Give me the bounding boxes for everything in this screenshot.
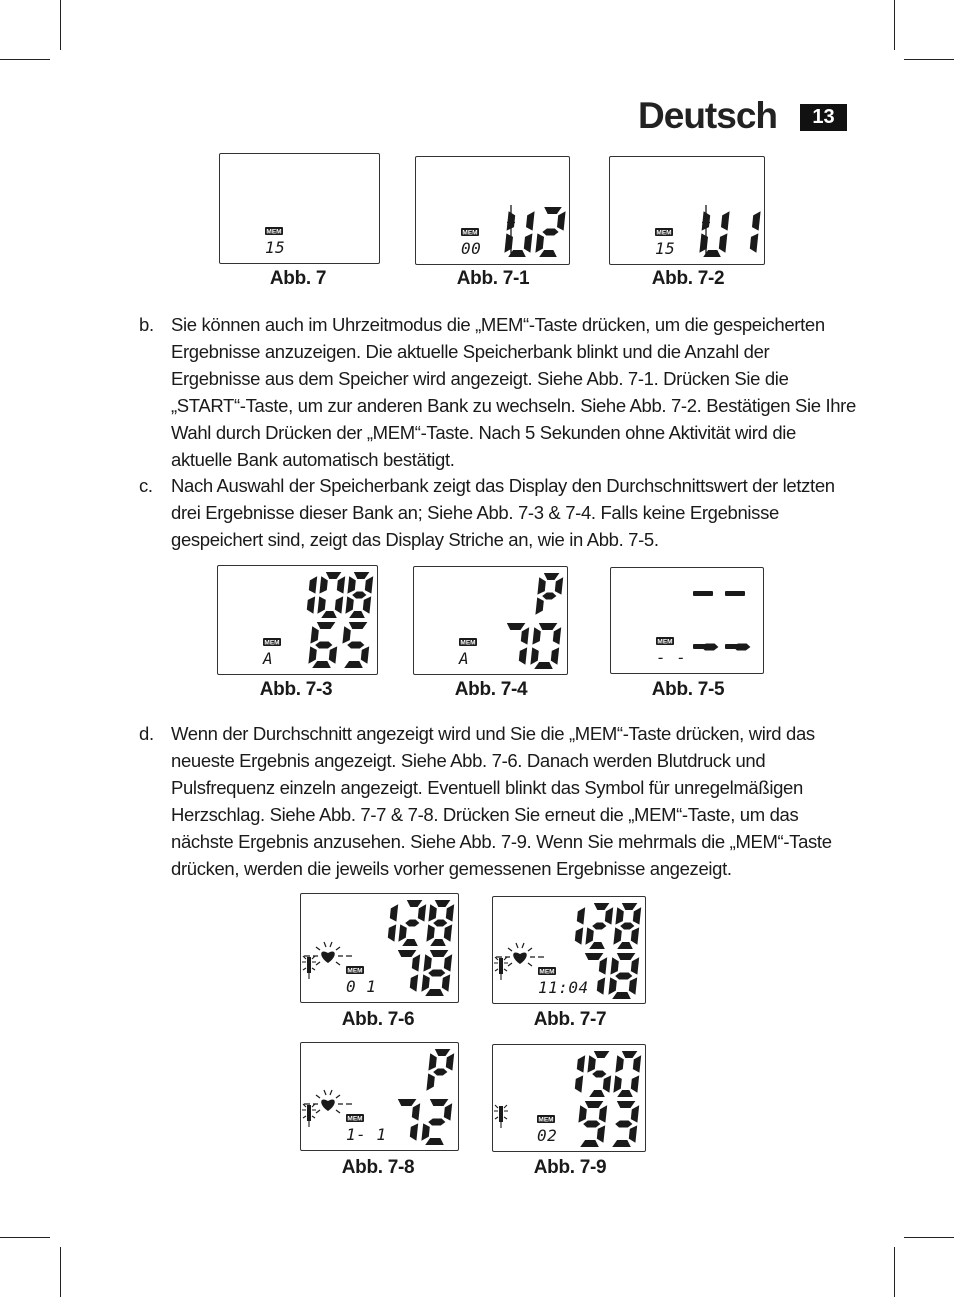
lcd-canvas bbox=[493, 1045, 645, 1151]
lcd-segment bbox=[585, 927, 593, 944]
lcd-segment bbox=[444, 924, 452, 941]
lcd-segment bbox=[317, 596, 325, 613]
lcd-digit bbox=[750, 211, 761, 253]
lcd-segment bbox=[421, 974, 429, 991]
lcd-segment bbox=[544, 207, 562, 214]
lcd-segment bbox=[599, 957, 607, 974]
lcd-segment bbox=[537, 577, 545, 594]
lcd-segment bbox=[412, 954, 420, 971]
svg-text:MEM: MEM bbox=[347, 967, 363, 975]
heart-icon bbox=[496, 943, 544, 966]
lcd-segment bbox=[433, 1069, 447, 1076]
lcd-segment bbox=[407, 900, 423, 907]
lcd-segment bbox=[308, 646, 316, 663]
lcd-segment bbox=[721, 211, 730, 230]
lcd-small-readout: 1- 1 bbox=[346, 1125, 387, 1144]
lcd-segment bbox=[433, 920, 447, 927]
lcd-segment bbox=[428, 1119, 445, 1126]
svg-text:MEM: MEM bbox=[347, 1115, 363, 1123]
lcd-digit bbox=[421, 950, 452, 996]
lcd-segment bbox=[617, 953, 636, 960]
lcd-segment bbox=[610, 957, 618, 974]
lcd-segment bbox=[620, 923, 634, 930]
figure-caption: Abb. 7-9 bbox=[533, 1157, 607, 1178]
lcd-segment bbox=[428, 904, 436, 921]
lcd-digit bbox=[507, 623, 529, 665]
lcd-dash bbox=[693, 591, 713, 596]
lcd-segment bbox=[526, 211, 535, 230]
lcd-segment bbox=[699, 233, 708, 252]
lcd-small-readout: 00 bbox=[461, 239, 482, 258]
lcd-display bbox=[219, 153, 380, 264]
lcd-digit bbox=[578, 1101, 607, 1147]
lcd-segment bbox=[615, 1055, 623, 1072]
lcd-digit bbox=[613, 1051, 641, 1097]
lcd-canvas bbox=[220, 154, 379, 263]
lcd-segment bbox=[622, 1051, 638, 1058]
lcd-segment bbox=[428, 970, 445, 977]
lcd-segment bbox=[583, 1121, 600, 1128]
heart-icon bbox=[304, 942, 352, 965]
lcd-display bbox=[300, 1042, 459, 1151]
lcd-digit bbox=[307, 576, 317, 614]
irregular-heartbeat-icon bbox=[494, 957, 508, 980]
lcd-display bbox=[609, 156, 765, 265]
irregular-heartbeat-icon bbox=[494, 1105, 508, 1128]
lcd-segment bbox=[580, 1140, 599, 1147]
lcd-segment bbox=[426, 924, 434, 941]
lcd-segment bbox=[423, 954, 431, 971]
lcd-segment bbox=[430, 950, 449, 957]
paragraph-text: Sie können auch im Uhrzeitmodus die „MEM“-Taste drücken, um die gespeicherten Ergebnisse anzuzeigen. Die aktuelle Speicherbank blinkt und die Anzahl der Ergebnisse aus dem Speicher wird angezeigt. Siehe Abb. 7-1. Drücken Sie die „START“-Taste, um zur anderen Bank zu wechseln. Siehe Abb. 7-2. Bestätigen Sie Ihre Wahl durch Drücken der „MEM“-Taste. Nach 5 Sekunden ohne Aktivität wird die aktuelle Bank automatisch bestätigt. bbox=[171, 314, 856, 470]
lcd-segment bbox=[585, 953, 604, 960]
lcd-segment bbox=[402, 939, 418, 946]
lcd-dash bbox=[725, 591, 745, 596]
lcd-canvas bbox=[416, 157, 569, 264]
lcd-digit bbox=[587, 1051, 611, 1097]
lcd-segment bbox=[587, 1055, 595, 1072]
crop-mark bbox=[60, 1247, 61, 1297]
lcd-segment bbox=[613, 1075, 621, 1092]
svg-text:MEM: MEM bbox=[657, 638, 673, 646]
lcd-segment bbox=[317, 622, 336, 629]
lcd-segment bbox=[544, 573, 560, 580]
figure-caption: Abb. 7-1 bbox=[456, 268, 530, 289]
lcd-display bbox=[415, 156, 570, 265]
lcd-segment bbox=[312, 661, 331, 668]
lcd-segment bbox=[342, 626, 350, 643]
lcd-digit bbox=[612, 1101, 639, 1147]
mem-badge bbox=[655, 228, 673, 237]
lcd-small-readout: A bbox=[459, 649, 470, 668]
figure-caption: Abb. 7-8 bbox=[341, 1157, 415, 1178]
mem-badge bbox=[346, 1114, 364, 1123]
lcd-segment bbox=[307, 596, 315, 613]
lcd-digit bbox=[608, 953, 639, 999]
crop-mark bbox=[904, 1237, 954, 1238]
lcd-segment bbox=[425, 989, 444, 996]
lcd-segment bbox=[435, 1049, 451, 1056]
lcd-segment bbox=[363, 596, 371, 613]
lcd-segment bbox=[615, 973, 632, 980]
lcd-digit bbox=[398, 950, 420, 992]
lcd-segment bbox=[617, 1090, 633, 1097]
mem-badge bbox=[537, 1115, 555, 1124]
mem-badge bbox=[461, 228, 479, 237]
irregular-heartbeat-icon bbox=[302, 956, 316, 979]
svg-text:MEM: MEM bbox=[656, 229, 672, 237]
list-label: b. bbox=[139, 314, 154, 335]
lcd-segment bbox=[326, 572, 342, 579]
lcd-segment bbox=[603, 1075, 611, 1092]
lcd-digit bbox=[535, 207, 565, 257]
lcd-segment bbox=[507, 623, 526, 630]
lcd-segment bbox=[412, 1103, 420, 1120]
lcd-segment bbox=[585, 1101, 604, 1108]
irregular-heartbeat-icon bbox=[302, 1104, 316, 1127]
lcd-segment bbox=[752, 211, 761, 230]
lcd-display bbox=[492, 1044, 646, 1152]
lcd-segment bbox=[575, 927, 583, 944]
lcd-small-readout: 11:04 bbox=[538, 978, 589, 997]
lcd-segment bbox=[555, 577, 563, 594]
lcd-canvas bbox=[301, 1043, 458, 1150]
lcd-segment bbox=[629, 1125, 637, 1142]
lcd-digit bbox=[398, 1099, 420, 1141]
lcd-segment bbox=[592, 923, 606, 930]
lcd-segment bbox=[535, 597, 543, 614]
lcd-segment bbox=[354, 572, 370, 579]
lcd-segment bbox=[521, 627, 529, 644]
lcd-segment bbox=[310, 626, 318, 643]
lcd-segment bbox=[390, 904, 398, 921]
lcd-segment bbox=[347, 576, 355, 593]
lcd-segment bbox=[335, 596, 343, 613]
lcd-segment bbox=[615, 1121, 632, 1128]
figure-caption: Abb. 7-7 bbox=[533, 1009, 607, 1030]
list-label: c. bbox=[139, 475, 153, 496]
lcd-digit bbox=[308, 622, 337, 668]
lcd-segment bbox=[344, 661, 363, 668]
lcd-small-readout: 0 1 bbox=[346, 977, 377, 996]
figure-caption: Abb. 7-3 bbox=[259, 679, 333, 700]
lcd-segment bbox=[442, 974, 450, 991]
lcd-segment bbox=[557, 211, 566, 230]
lcd-segment bbox=[631, 927, 639, 944]
lcd-digit bbox=[345, 572, 373, 618]
lcd-segment bbox=[535, 233, 544, 252]
lcd-segment bbox=[589, 942, 605, 949]
lcd-segment bbox=[426, 1073, 434, 1090]
lcd-segment bbox=[398, 1099, 417, 1106]
lcd-segment bbox=[435, 900, 451, 907]
crop-mark bbox=[894, 1247, 895, 1297]
lcd-segment bbox=[577, 907, 585, 924]
lcd-segment bbox=[575, 1075, 583, 1092]
lcd-segment bbox=[418, 904, 426, 921]
lcd-segment bbox=[605, 907, 613, 924]
lcd-digit bbox=[575, 907, 585, 945]
lcd-segment bbox=[631, 1075, 639, 1092]
lcd-digit bbox=[342, 622, 369, 668]
lcd-segment bbox=[615, 907, 623, 924]
lcd-segment bbox=[719, 233, 728, 252]
lcd-digit bbox=[575, 1055, 585, 1093]
lcd-segment bbox=[622, 903, 638, 910]
list-label: d. bbox=[139, 723, 154, 744]
lcd-segment bbox=[410, 1123, 418, 1140]
lcd-segment bbox=[599, 1105, 607, 1122]
figure-caption: Abb. 7-4 bbox=[454, 679, 528, 700]
lcd-digit bbox=[317, 572, 345, 618]
lcd-segment bbox=[329, 646, 337, 663]
lcd-canvas bbox=[218, 566, 377, 674]
lcd-segment bbox=[398, 950, 417, 957]
heart-icon bbox=[304, 1090, 352, 1113]
lcd-segment bbox=[345, 596, 353, 613]
lcd-digit bbox=[421, 1099, 452, 1145]
lcd-segment bbox=[633, 907, 641, 924]
figure-caption: Abb. 7-2 bbox=[651, 268, 725, 289]
lcd-segment bbox=[613, 927, 621, 944]
lcd-segment bbox=[631, 957, 639, 974]
lcd-segment bbox=[551, 647, 559, 664]
lcd-digit bbox=[426, 900, 454, 946]
crop-mark bbox=[0, 59, 50, 60]
mem-badge bbox=[346, 966, 364, 975]
lcd-segment bbox=[578, 1105, 586, 1122]
crop-mark bbox=[0, 1237, 50, 1238]
lcd-segment bbox=[430, 939, 446, 946]
lcd-segment bbox=[444, 954, 452, 971]
lcd-digit bbox=[426, 1049, 454, 1091]
lcd-segment bbox=[597, 1125, 605, 1142]
lcd-display bbox=[300, 893, 459, 1003]
figure-caption: Abb. 7 bbox=[269, 268, 327, 289]
lcd-segment bbox=[542, 229, 558, 236]
lcd-segment bbox=[319, 576, 327, 593]
lcd-segment bbox=[750, 233, 759, 252]
lcd-small-readout: 02 bbox=[537, 1126, 558, 1145]
lcd-segment bbox=[446, 904, 454, 921]
lcd-segment bbox=[337, 576, 345, 593]
page-title: Deutsch bbox=[638, 95, 777, 136]
page-number: 13 bbox=[800, 104, 847, 131]
lcd-segment bbox=[425, 1138, 444, 1145]
lcd-segment bbox=[612, 992, 631, 999]
lcd-segment bbox=[539, 623, 558, 630]
lcd-digit bbox=[699, 211, 729, 257]
lcd-segment bbox=[321, 611, 337, 618]
lcd-segment bbox=[421, 1123, 429, 1140]
lcd-segment bbox=[524, 233, 533, 252]
lcd-canvas bbox=[493, 897, 645, 1003]
lcd-segment bbox=[519, 647, 527, 664]
lcd-segment bbox=[347, 642, 364, 649]
lcd-display bbox=[610, 567, 764, 674]
svg-text:MEM: MEM bbox=[538, 1116, 554, 1124]
svg-text:MEM: MEM bbox=[460, 639, 476, 647]
lcd-digit bbox=[504, 211, 534, 257]
lcd-small-readout: A bbox=[263, 649, 274, 668]
lcd-digit bbox=[398, 900, 426, 946]
mem-badge bbox=[459, 638, 477, 647]
figure-caption: Abb. 7-6 bbox=[341, 1009, 415, 1030]
lcd-canvas bbox=[301, 894, 458, 1002]
lcd-segment bbox=[597, 977, 605, 994]
lcd-digit bbox=[535, 573, 563, 615]
lcd-segment bbox=[542, 593, 556, 600]
lcd-canvas bbox=[610, 157, 764, 264]
lcd-small-readout: 15 bbox=[265, 238, 286, 257]
lcd-segment bbox=[361, 646, 369, 663]
lcd-segment bbox=[405, 920, 419, 927]
lcd-segment bbox=[530, 647, 538, 664]
lcd-segment bbox=[349, 611, 365, 618]
lcd-display bbox=[217, 565, 378, 675]
mem-badge bbox=[656, 637, 674, 646]
lcd-segment bbox=[444, 1103, 452, 1120]
lcd-segment bbox=[428, 1053, 436, 1070]
lcd-segment bbox=[633, 1055, 641, 1072]
lcd-digit bbox=[613, 903, 641, 949]
lcd-segment bbox=[577, 1055, 585, 1072]
svg-text:MEM: MEM bbox=[266, 228, 282, 236]
lcd-display bbox=[492, 896, 646, 1004]
lcd-segment bbox=[631, 1105, 639, 1122]
lcd-segment bbox=[608, 977, 616, 994]
lcd-canvas bbox=[611, 568, 763, 673]
crop-mark bbox=[60, 0, 61, 50]
crop-mark bbox=[904, 59, 954, 60]
svg-text:MEM: MEM bbox=[264, 639, 280, 647]
lcd-display bbox=[413, 566, 568, 675]
lcd-canvas bbox=[414, 567, 567, 674]
svg-text:MEM: MEM bbox=[462, 229, 478, 237]
lcd-segment bbox=[539, 250, 557, 257]
figure-caption: Abb. 7-5 bbox=[651, 679, 725, 700]
lcd-digit bbox=[530, 623, 561, 669]
lcd-digit bbox=[585, 903, 613, 949]
lcd-segment bbox=[315, 642, 332, 649]
mem-badge bbox=[538, 967, 556, 976]
lcd-segment bbox=[553, 627, 561, 644]
lcd-segment bbox=[430, 1099, 449, 1106]
lcd-segment bbox=[534, 662, 553, 669]
lcd-segment bbox=[617, 1101, 636, 1108]
lcd-segment bbox=[352, 592, 366, 599]
lcd-digit bbox=[388, 904, 398, 942]
lcd-segment bbox=[349, 622, 368, 629]
crop-mark bbox=[894, 0, 895, 50]
lcd-segment bbox=[446, 1053, 454, 1070]
lcd-segment bbox=[504, 233, 513, 252]
lcd-small-readout: - - bbox=[656, 648, 687, 667]
svg-text:MEM: MEM bbox=[539, 968, 555, 976]
lcd-segment bbox=[398, 924, 406, 941]
lcd-segment bbox=[388, 924, 396, 941]
lcd-segment bbox=[309, 576, 317, 593]
lcd-segment bbox=[612, 1140, 631, 1147]
mem-badge bbox=[265, 227, 283, 236]
lcd-segment bbox=[410, 974, 418, 991]
lcd-segment bbox=[629, 977, 637, 994]
lcd-small-readout: 15 bbox=[655, 239, 676, 258]
lcd-segment bbox=[594, 903, 610, 910]
lcd-segment bbox=[617, 942, 633, 949]
paragraph-text: Nach Auswahl der Speicherbank zeigt das Display den Durchschnittswert der letzten drei Ergebnisse dieser Bank an; Siehe Abb. 7-3 & 7-4. Falls keine Ergebnisse gespeichert sind, zeigt das Display Striche an, wie in Abb. 7-5. bbox=[171, 475, 835, 550]
mem-badge bbox=[263, 638, 281, 647]
lcd-segment bbox=[532, 627, 540, 644]
lcd-segment bbox=[594, 1051, 610, 1058]
paragraph-text: Wenn der Durchschnitt angezeigt wird und Sie die „MEM“-Taste drücken, wird das neueste Ergebnis angezeigt. Siehe Abb. 7-6. Danach werden Blutdruck und Pulsfrequenz einzeln angezeigt. Eventuell blinkt das Symbol für unregelmäßigen Herzschlag. Siehe Abb. 7-7 & 7-8. Drücken Sie erneut die „MEM“-Taste, um das nächste Ergebnis anzusehen. Siehe Abb. 7-9. Wenn Sie mehrmals die „MEM“-Taste drücken, werden die jeweils vorher gemessenen Ergebnisse angezeigt. bbox=[171, 723, 832, 879]
lcd-segment bbox=[592, 1071, 606, 1078]
lcd-segment bbox=[365, 576, 373, 593]
lcd-segment bbox=[589, 1090, 605, 1097]
